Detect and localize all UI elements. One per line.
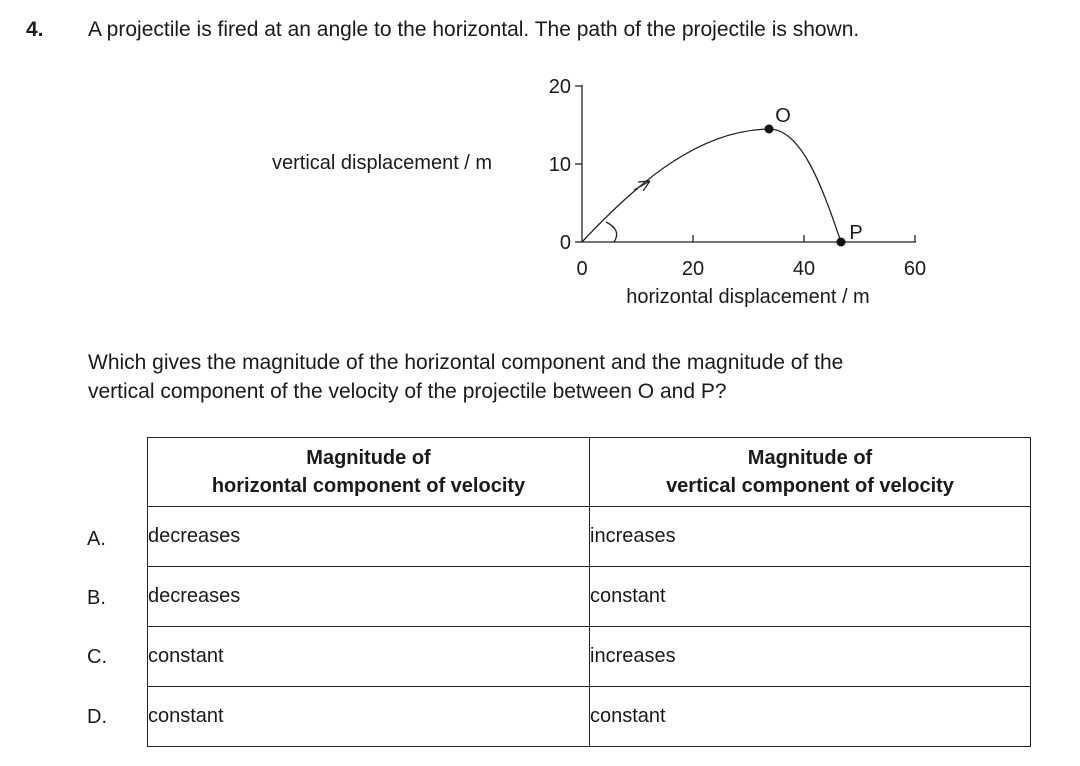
question-stem: A projectile is fired at an angle to the horizontal. The path of the projectile is shown.: [88, 18, 860, 41]
y-tick-label: 20: [548, 76, 571, 98]
point-O-marker: [765, 125, 774, 134]
option-letter-c[interactable]: C.: [87, 646, 107, 668]
table-row[interactable]: [148, 507, 1031, 567]
answer-options-table: [147, 437, 1031, 747]
vertical-cell: [590, 567, 1031, 627]
cell-value: constant: [590, 705, 666, 727]
cell-value: increases: [590, 525, 676, 547]
x-tick-label: 0: [576, 258, 588, 280]
vertical-cell: [590, 507, 1031, 567]
header-line: Magnitude of: [747, 447, 873, 469]
x-tick-label: 40: [792, 258, 816, 280]
x-axis-label: horizontal displacement / m: [626, 286, 870, 308]
horizontal-cell: [148, 567, 590, 627]
option-letter-a[interactable]: A.: [87, 528, 106, 550]
cell-value: decreases: [148, 525, 241, 547]
horizontal-cell: [148, 627, 590, 687]
cell-value: constant: [590, 585, 666, 607]
table-row[interactable]: [148, 567, 1031, 627]
cell-value: constant: [148, 645, 224, 667]
option-letter-d[interactable]: D.: [87, 706, 107, 728]
horizontal-column-header: [148, 438, 590, 507]
question-number: 4.: [26, 18, 44, 41]
option-letter-b[interactable]: B.: [87, 587, 106, 609]
vertical-column-header: [590, 438, 1031, 507]
cell-value: decreases: [148, 585, 241, 607]
point-P-label: P: [849, 222, 863, 244]
table-row[interactable]: [148, 627, 1031, 687]
question-prompt: [88, 348, 843, 406]
cell-value: constant: [148, 705, 224, 727]
header-line: vertical component of velocity: [666, 475, 954, 497]
y-axis-label: vertical displacement / m: [272, 152, 493, 174]
table-header-row: [148, 438, 1031, 507]
header-line: horizontal component of velocity: [211, 475, 526, 497]
prompt-line: vertical component of the velocity of the projectile between O and P?: [88, 380, 727, 403]
horizontal-cell: [148, 507, 590, 567]
trajectory-curve: [582, 129, 841, 242]
vertical-cell: [590, 687, 1031, 747]
y-tick-label: 0: [559, 232, 571, 254]
point-O-label: O: [775, 105, 791, 127]
table-row[interactable]: [148, 687, 1031, 747]
point-P-marker: [837, 238, 846, 247]
projectile-graph: [0, 60, 1080, 320]
prompt-line: Which gives the magnitude of the horizontal component and the magnitude of the: [88, 351, 844, 374]
vertical-cell: [590, 627, 1031, 687]
header-line: Magnitude of: [306, 447, 431, 469]
launch-angle-arc: [606, 222, 617, 242]
y-tick-label: 10: [548, 154, 571, 176]
x-tick-label: 20: [681, 258, 705, 280]
x-tick-label: 60: [903, 258, 927, 280]
horizontal-cell: [148, 687, 590, 747]
cell-value: increases: [590, 645, 676, 667]
